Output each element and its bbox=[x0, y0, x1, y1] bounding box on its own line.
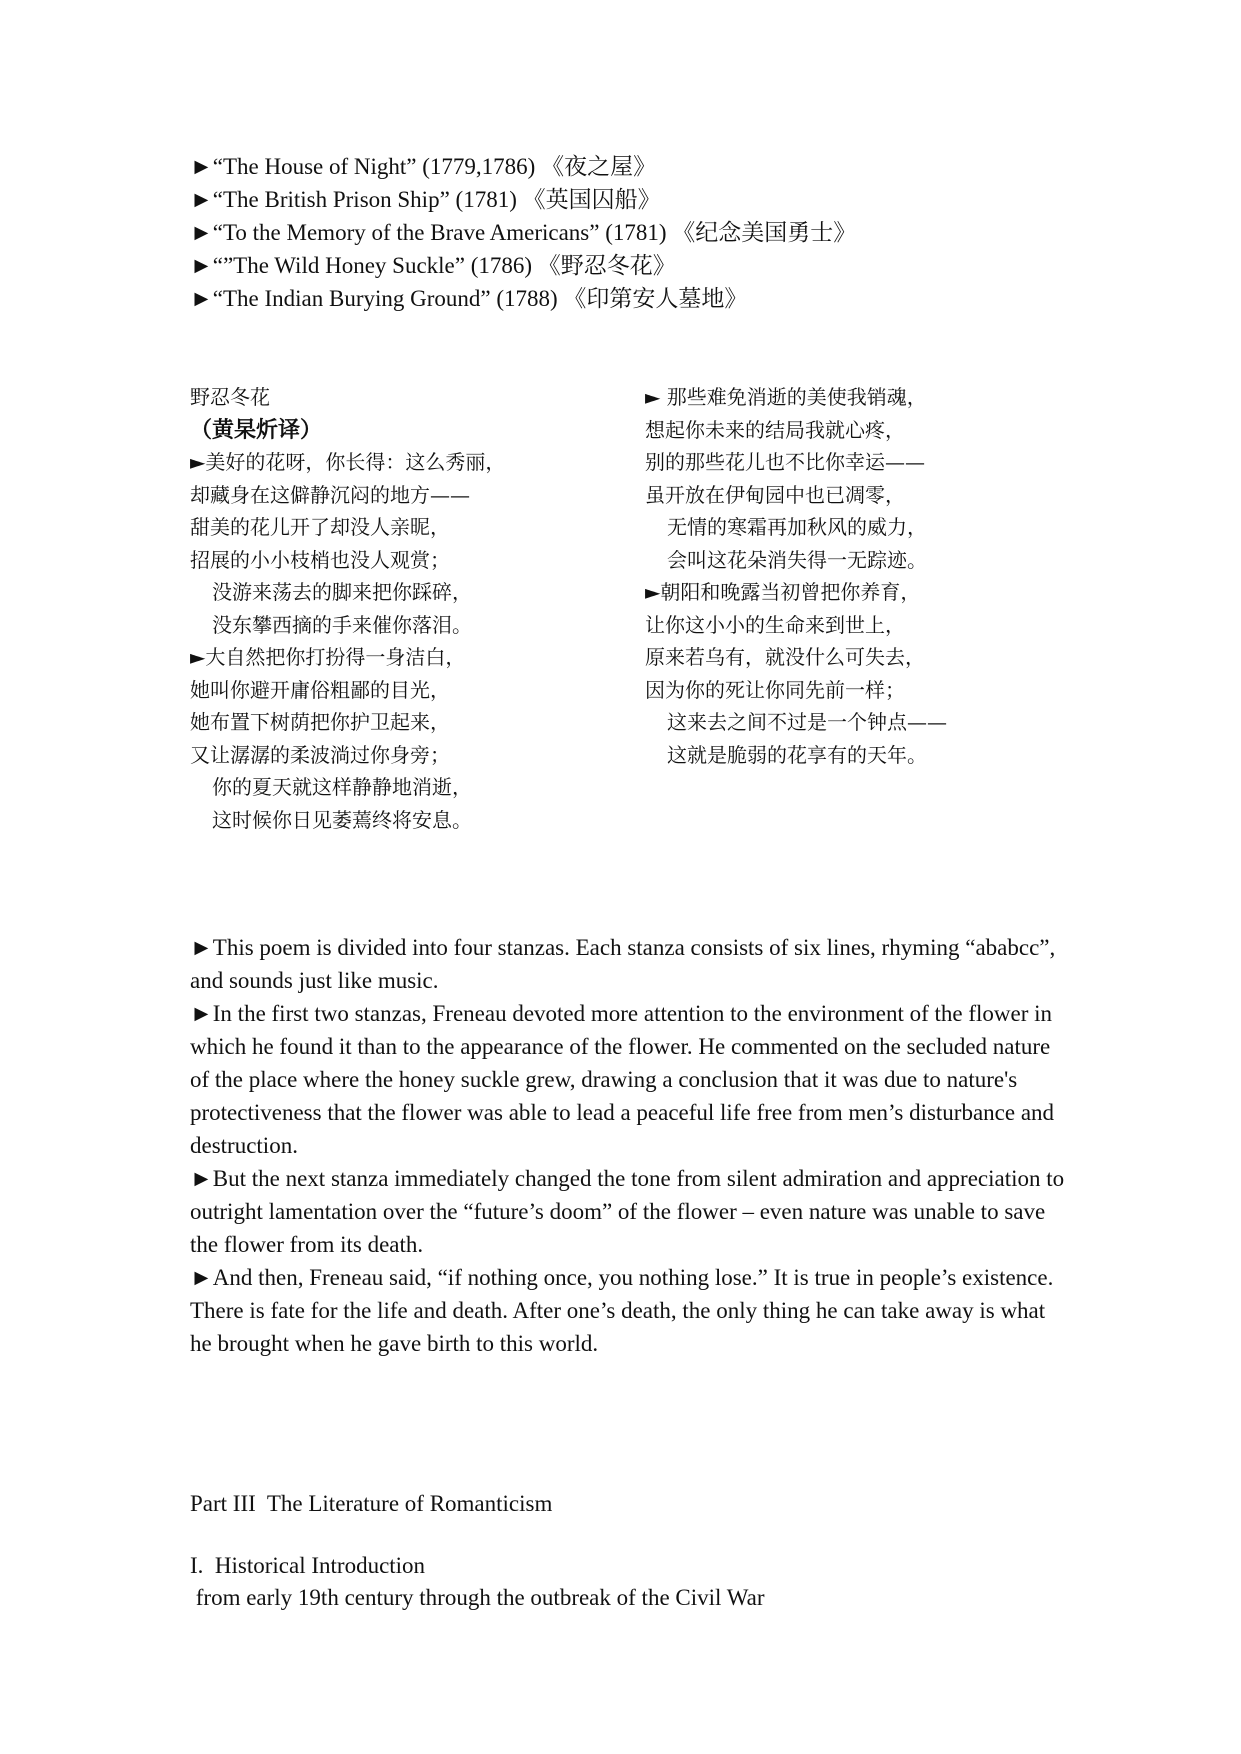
translation-right-column bbox=[645, 381, 947, 771]
section-subtitle: from early 19th century through the outbreak of the Civil War bbox=[190, 1585, 765, 1610]
poem-line: 招展的小小枝梢也没人观赏； bbox=[190, 547, 450, 572]
poem-line: 这就是脆弱的花享有的天年。 bbox=[667, 742, 927, 767]
poem-line: ►朝阳和晚露当初曾把你养育， bbox=[645, 580, 921, 604]
analysis-section bbox=[190, 931, 1070, 1360]
poem-line: 这来去之间不过是一个钟点—— bbox=[667, 710, 947, 734]
poem-line: 她叫你避开庸俗粗鄙的目光， bbox=[190, 677, 450, 702]
translator-credit: （黄杲炘译） bbox=[190, 416, 323, 443]
work-item: ►“”The Wild Honey Suckle” (1786) 《野忍冬花》 bbox=[190, 253, 676, 278]
works-list bbox=[190, 150, 856, 315]
poem-line: 你的夏天就这样静静地消逝， bbox=[212, 775, 472, 799]
poem-line: 无情的寒霜再加秋风的威力， bbox=[667, 515, 927, 539]
translation-left-column bbox=[190, 381, 505, 836]
poem-title: 野忍冬花 bbox=[190, 385, 270, 409]
poem-line: 别的那些花儿也不比你幸运—— bbox=[645, 450, 925, 474]
analysis-paragraph: ►This poem is divided into four stanzas. Each stanza consists of six lines, rhyming “ababcc”, and sounds just like music. bbox=[190, 935, 1056, 993]
poem-line: 甜美的花儿开了却没人亲昵， bbox=[190, 515, 450, 539]
work-item: ►“The House of Night” (1779,1786) 《夜之屋》 bbox=[190, 154, 657, 179]
poem-line: 让你这小小的生命来到世上， bbox=[645, 612, 905, 637]
poem-line: ►大自然把你打扮得一身洁白， bbox=[190, 645, 466, 669]
work-item: ►“To the Memory of the Brave Americans” (1781) 《纪念美国勇士》 bbox=[190, 220, 857, 245]
poem-line: 却藏身在这僻静沉闷的地方—— bbox=[190, 482, 470, 507]
analysis-paragraph: ►In the first two stanzas, Freneau devoted more attention to the environment of the flower in which he found it than to the appearance of the flower. He commented on the secluded nature of the place where the honey suckle grew, drawing a conclusion that it was due to nature's protectiveness that the flower was able to lead a peaceful life free from men’s disturbance and destruction. bbox=[190, 1001, 1055, 1158]
poem-line: 没游来荡去的脚来把你踩碎， bbox=[212, 580, 472, 604]
poem-line: 没东攀西摘的手来催你落泪。 bbox=[212, 612, 472, 637]
poem-line: 因为你的死让你同先前一样； bbox=[645, 677, 905, 702]
poem-line: 虽开放在伊甸园中也已凋零， bbox=[645, 482, 905, 507]
part-heading: Part III The Literature of Romanticism bbox=[190, 1491, 553, 1516]
analysis-paragraph: ►But the next stanza immediately changed the tone from silent admiration and appreciation to outright lamentation over the “future’s doom” of the flower – even nature was unable to save the flower from its death. bbox=[190, 1166, 1065, 1257]
poem-line: 会叫这花朵消失得一无踪迹。 bbox=[667, 547, 927, 572]
poem-line: 想起你未来的结局我就心疼， bbox=[645, 417, 905, 442]
poem-line: ► 那些难免消逝的美使我销魂， bbox=[645, 385, 927, 409]
section-heading: I. Historical Introduction bbox=[190, 1553, 426, 1578]
poem-line: 又让潺潺的柔波淌过你身旁； bbox=[190, 742, 450, 767]
work-item: ►“The British Prison Ship” (1781) 《英国囚船》 bbox=[190, 187, 661, 212]
poem-line: 她布置下树荫把你护卫起来， bbox=[190, 710, 450, 734]
analysis-paragraph: ►And then, Freneau said, “if nothing once, you nothing lose.” It is true in people’s existence. There is fate for the life and death. After one’s death, the only thing he can take away is what he brought when he gave birth to this world. bbox=[190, 1265, 1054, 1356]
poem-line: ►美好的花呀，你长得：这么秀丽， bbox=[190, 450, 506, 474]
work-item: ►“The Indian Burying Ground” (1788) 《印第安人墓地》 bbox=[190, 286, 748, 311]
poem-line: 原来若乌有，就没什么可失去， bbox=[645, 645, 925, 669]
poem-line: 这时候你日见萎蔫终将安息。 bbox=[212, 807, 472, 832]
